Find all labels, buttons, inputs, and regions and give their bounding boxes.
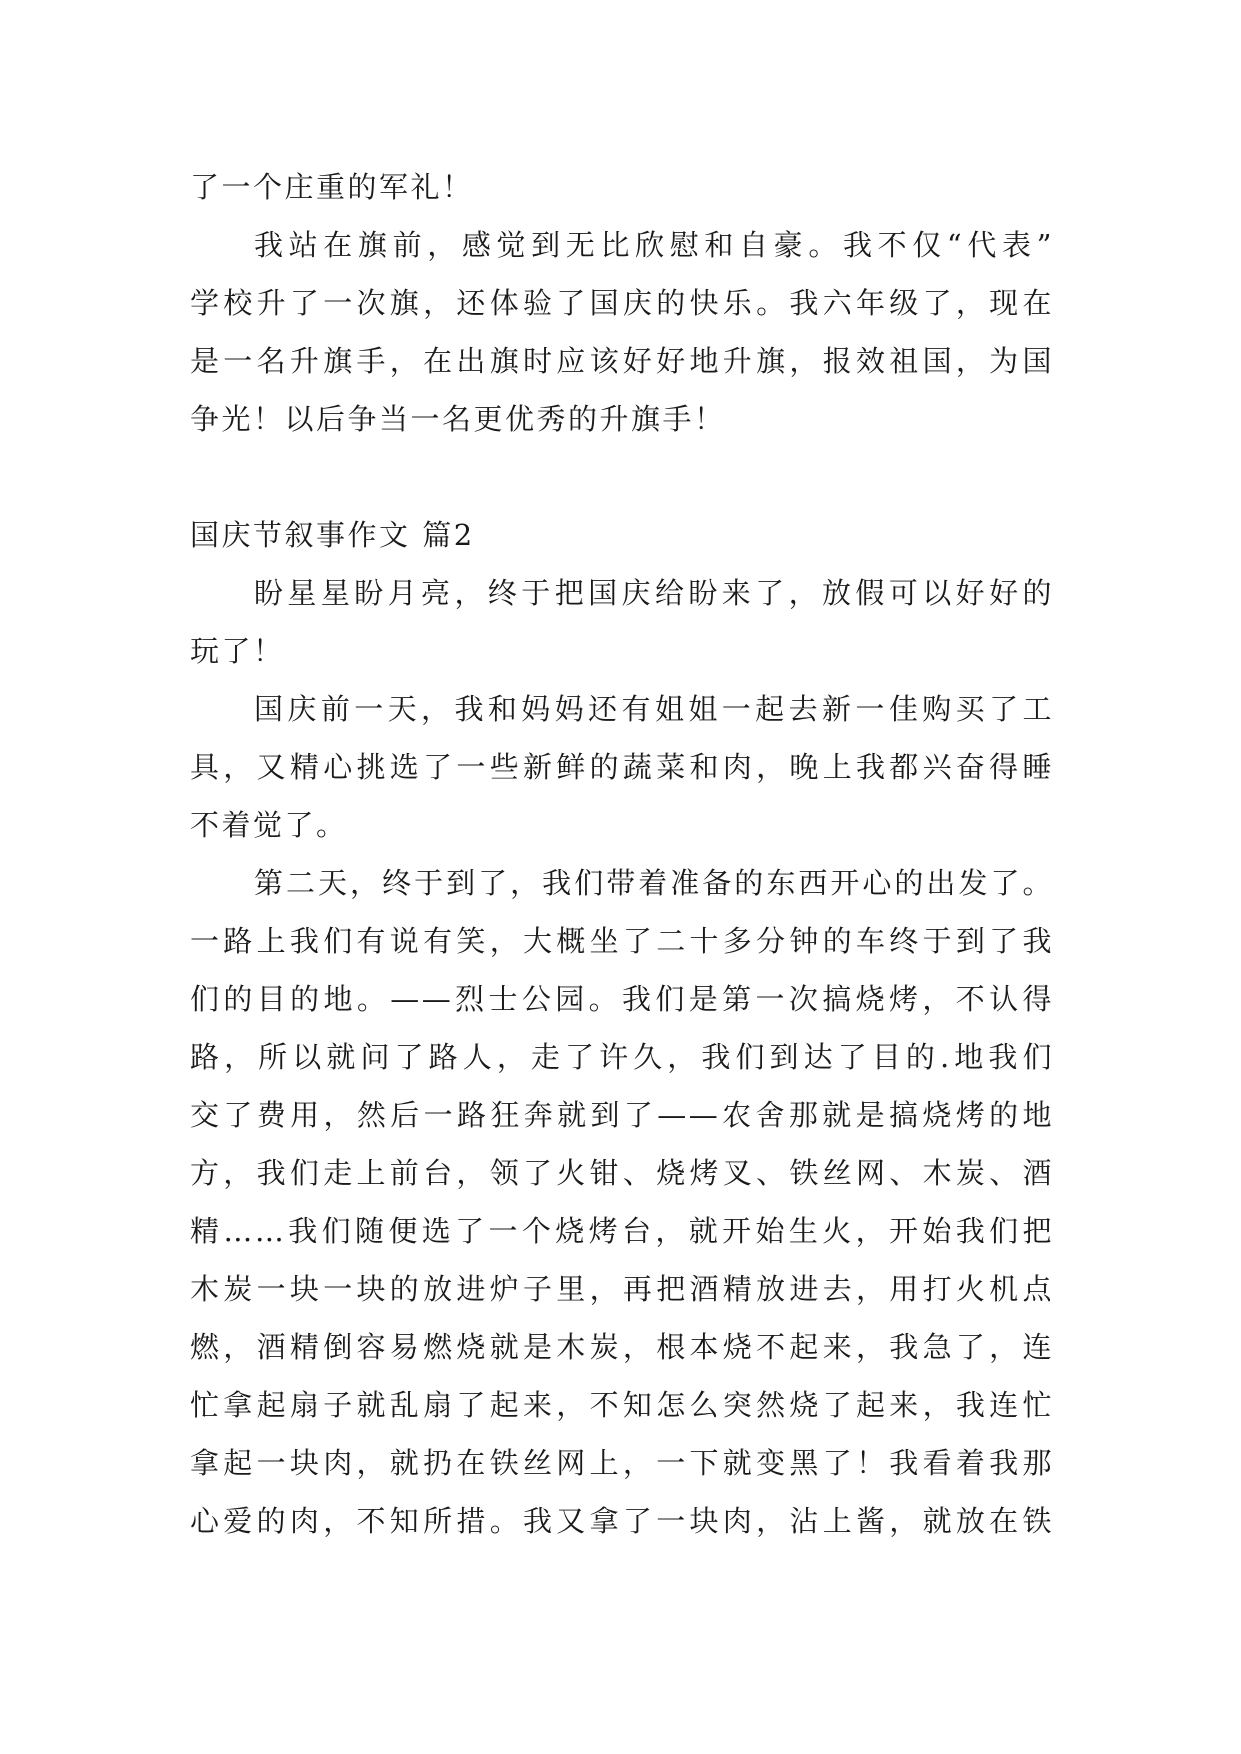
text-line: 争光！以后争当一名更优秀的升旗手！ — [190, 402, 726, 436]
text-line: 方，我们走上前台，领了火钳、烧烤叉、铁丝网、木炭、酒 — [190, 1156, 1054, 1190]
spacer — [190, 448, 1054, 506]
text-line: 我站在旗前，感觉到无比欣慰和自豪。我不仅“代表” — [254, 228, 1054, 262]
text-line: 不着觉了。 — [190, 808, 348, 842]
text-line: 具，又精心挑选了一些新鲜的蔬菜和肉，晚上我都兴奋得睡 — [190, 750, 1054, 784]
text-line: 了一个庄重的军礼！ — [190, 170, 474, 204]
paragraph — [190, 216, 1054, 448]
text-line: 们的目的地。——烈士公园。我们是第一次搞烧烤，不认得 — [190, 982, 1054, 1016]
text-line: 交了费用，然后一路狂奔就到了——农舍那就是搞烧烤的地 — [190, 1098, 1054, 1132]
text-line: 学校升了一次旗，还体验了国庆的快乐。我六年级了，现在 — [190, 286, 1054, 320]
text-line: 燃，酒精倒容易燃烧就是木炭，根本烧不起来，我急了，连 — [190, 1330, 1054, 1364]
text-line: 是一名升旗手，在出旗时应该好好地升旗，报效祖国，为国 — [190, 344, 1054, 378]
text-line: 第二天，终于到了，我们带着准备的东西开心的出发了。 — [254, 866, 1054, 900]
paragraph — [190, 680, 1054, 854]
text-line: 心爱的肉，不知所措。我又拿了一块肉，沾上酱，就放在铁 — [190, 1504, 1054, 1538]
paragraph — [190, 564, 1054, 680]
text-line: 路，所以就问了路人，走了许久，我们到达了目的.地我们 — [190, 1040, 1054, 1074]
document-page — [190, 158, 1054, 1550]
paragraph — [190, 854, 1054, 1550]
text-line: 忙拿起扇子就乱扇了起来，不知怎么突然烧了起来，我连忙 — [190, 1388, 1054, 1422]
text-line: 拿起一块肉，就扔在铁丝网上，一下就变黑了！我看着我那 — [190, 1446, 1054, 1480]
text-line: 国庆前一天，我和妈妈还有姐姐一起去新一佳购买了工 — [254, 692, 1054, 726]
text-line: 一路上我们有说有笑，大概坐了二十多分钟的车终于到了我 — [190, 924, 1054, 958]
text-line: 木炭一块一块的放进炉子里，再把酒精放进去，用打火机点 — [190, 1272, 1054, 1306]
section-heading: 国庆节叙事作文 篇2 — [190, 518, 475, 552]
text-line: 玩了！ — [190, 634, 285, 668]
paragraph-continuation — [190, 158, 1054, 216]
text-line: 盼星星盼月亮，终于把国庆给盼来了，放假可以好好的 — [254, 576, 1054, 610]
text-line: 精……我们随便选了一个烧烤台，就开始生火，开始我们把 — [190, 1214, 1054, 1248]
